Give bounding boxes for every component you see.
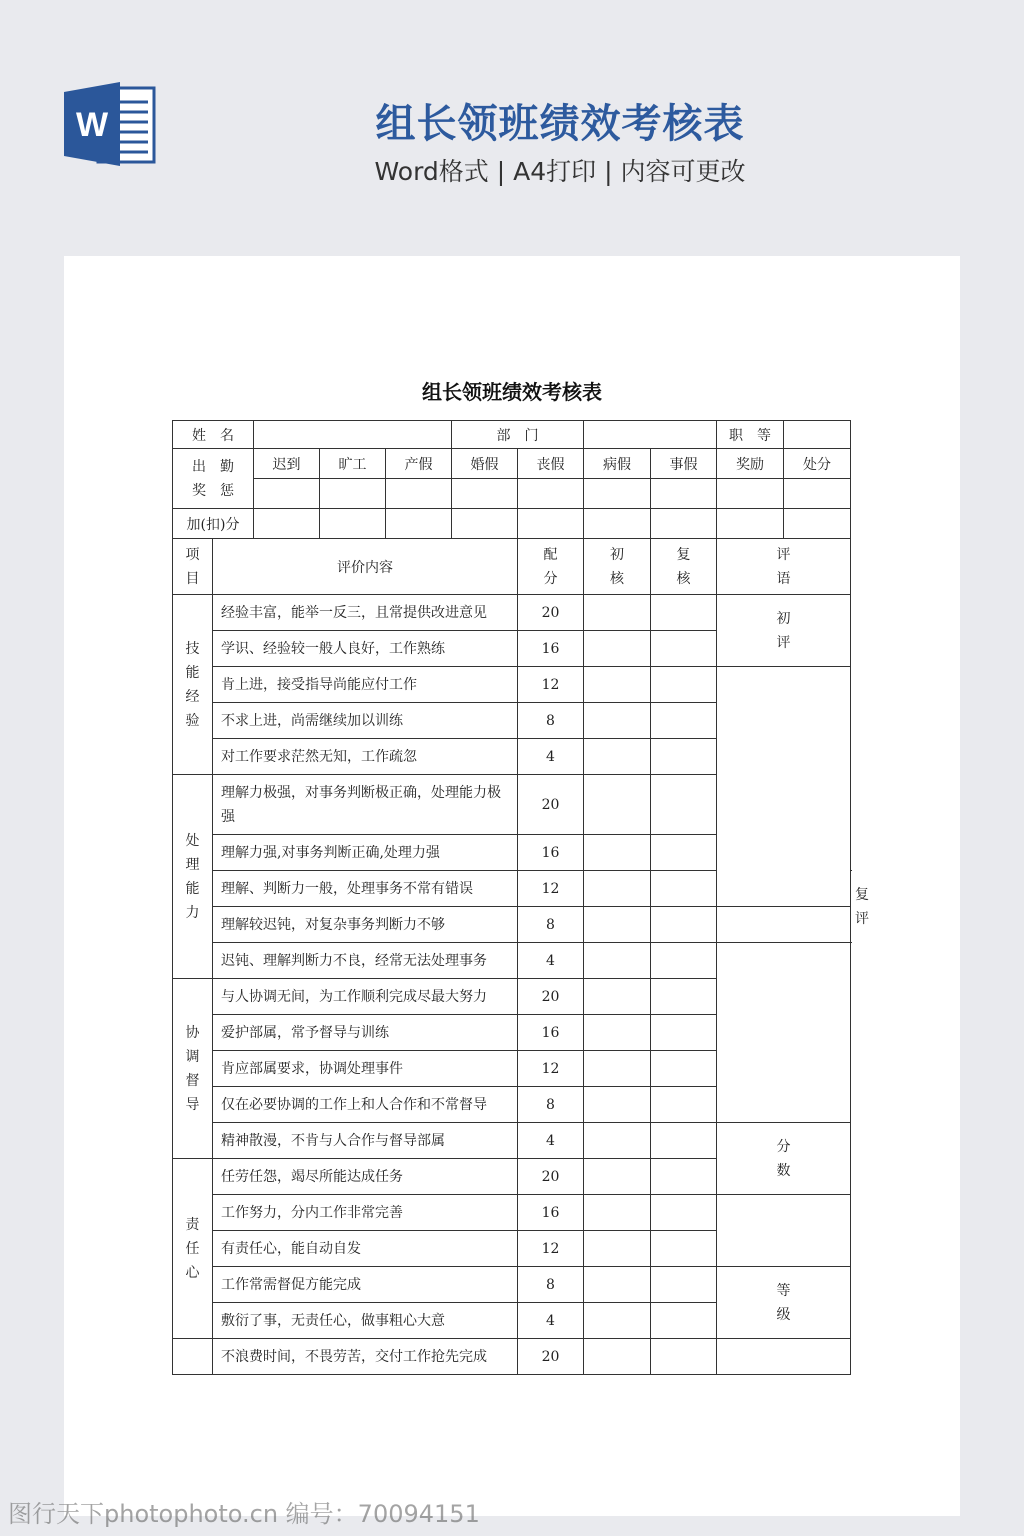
grade-label: 职 等	[717, 421, 784, 449]
criteria-text: 爱护部属，常予督导与训练	[213, 1015, 518, 1051]
attendance-label	[173, 449, 254, 509]
adjust-cell[interactable]	[584, 509, 651, 539]
criteria-text: 理解、判断力一般，处理事务不常有错误	[213, 871, 518, 907]
points-value: 12	[518, 871, 584, 907]
points-value: 12	[518, 1231, 584, 1267]
attendance-label-line1: 出 勤	[192, 458, 234, 475]
points-value: 8	[518, 1267, 584, 1303]
second-review-cell[interactable]	[651, 871, 717, 907]
word-logo-letter: W	[75, 106, 109, 144]
comment-first-label: 初 评	[717, 595, 851, 667]
col-penalty: 处分	[784, 449, 851, 479]
section-label: 处 理 能 力	[173, 775, 213, 979]
second-review-cell[interactable]	[651, 775, 717, 835]
attendance-cell[interactable]	[651, 479, 717, 509]
criteria-text: 工作常需督促方能完成	[213, 1267, 518, 1303]
evaluation-form-table: 姓 名 部 门 职 等 出 勤 奖 惩 迟到 旷工 产假 婚假 丧假 病假 事假 奖励 处分 加(扣)分 项 目 评价内容 配 分 初 核 复 核 评 语 技 能 经 验 经验丰富，能举一反三，且常提供改进意见 20 初 评 学识、经验较一般人良好，工作熟练 16 肯上进，接受指导尚能应付工作 12 不求上进，尚需继续加以训练 8 对工作要求茫然无知，工作疏忽 4 处 理 能 力 理解力极强，对事务判断极正确，处理能力极强 20 理解力强,对事务判断正确,处理力强 16 理解、判断力一般，处理事务不常有错误 12 复 评 理解较迟钝，对复杂事务判断力不够 8 迟钝、理解判断力不良，经常无法处理事务 4 协 调 督 导 与人协调无间，为工作顺利完成尽最大努力 20 爱护部属，常予督导与训练 16 肯应部属要求，协调处理事件 12 仅在必要协调的工作上和人合作和不常督导 8 精神散漫，不肯与人合作与督导部属 4 分 数 责 任 心 任劳任怨，竭尽所能达成任务 20 工作努力，分内工作非常完善 16 有责任心，能自动自发 12 工作常需督促方能完成 8 等 级 敷衍了事，无责任心，做事粗心大意 4 不浪费时间，不畏劳苦，交付工作抢先完成 20	[172, 420, 851, 1375]
attendance-cell[interactable]	[584, 479, 651, 509]
second-review-cell[interactable]	[651, 1123, 717, 1159]
document-page	[64, 256, 960, 1516]
points-value: 20	[518, 979, 584, 1015]
dept-label: 部 门	[452, 421, 584, 449]
adjust-label: 加(扣)分	[173, 509, 254, 539]
criteria-text: 精神散漫，不肯与人合作与督导部属	[213, 1123, 518, 1159]
banner-title: 组长领班绩效考核表	[375, 101, 745, 147]
points-header: 配 分	[518, 539, 584, 595]
criteria-text: 仅在必要协调的工作上和人合作和不常督导	[213, 1087, 518, 1123]
section-label: 协 调 督 导	[173, 979, 213, 1159]
first-review-cell[interactable]	[584, 1087, 651, 1123]
col-marriage: 婚假	[452, 449, 518, 479]
criteria-text: 与人协调无间，为工作顺利完成尽最大努力	[213, 979, 518, 1015]
criteria-text: 肯上进，接受指导尚能应付工作	[213, 667, 518, 703]
criteria-text: 工作努力，分内工作非常完善	[213, 1195, 518, 1231]
second-review-cell[interactable]	[651, 1087, 717, 1123]
criteria-text: 迟钝、理解判断力不良，经常无法处理事务	[213, 943, 518, 979]
comment-score-label: 分 数	[717, 1123, 851, 1195]
adjust-cell[interactable]	[386, 509, 452, 539]
first-review-cell[interactable]	[584, 979, 651, 1015]
criteria-text: 理解力强,对事务判断正确,处理力强	[213, 835, 518, 871]
grade-field[interactable]	[784, 421, 851, 449]
first-review-cell[interactable]	[584, 1015, 651, 1051]
attendance-cell[interactable]	[320, 479, 386, 509]
adjust-cell[interactable]	[717, 509, 784, 539]
dept-field[interactable]	[584, 421, 717, 449]
content-header: 评价内容	[213, 539, 518, 595]
criteria-text: 不浪费时间，不畏劳苦，交付工作抢先完成	[213, 1339, 518, 1375]
col-late: 迟到	[254, 449, 320, 479]
points-value: 8	[518, 703, 584, 739]
first-review-cell[interactable]	[584, 775, 651, 835]
second-review-cell[interactable]	[651, 979, 717, 1015]
col-maternity: 产假	[386, 449, 452, 479]
criteria-text: 不求上进，尚需继续加以训练	[213, 703, 518, 739]
points-value: 8	[518, 1087, 584, 1123]
document-title: 组长领班绩效考核表	[422, 380, 602, 404]
first-review-cell[interactable]	[584, 667, 651, 703]
banner-subtitle: Word格式 | A4打印 | 内容可更改	[374, 157, 746, 186]
comment-level-area[interactable]	[717, 1339, 851, 1375]
first-review-cell[interactable]	[584, 631, 651, 667]
points-value: 20	[518, 775, 584, 835]
points-value: 8	[518, 907, 584, 943]
points-value: 20	[518, 1339, 584, 1375]
section-label	[173, 1339, 213, 1375]
adjust-cell[interactable]	[452, 509, 518, 539]
criteria-text: 对工作要求茫然无知，工作疏忽	[213, 739, 518, 775]
second-review-cell[interactable]	[651, 1195, 717, 1231]
col-bereavement: 丧假	[518, 449, 584, 479]
attendance-cell[interactable]	[386, 479, 452, 509]
col-reward: 奖励	[717, 449, 784, 479]
first-review-cell[interactable]	[584, 1051, 651, 1087]
points-value: 20	[518, 1159, 584, 1195]
first-review-cell[interactable]	[584, 1159, 651, 1195]
criteria-text: 敷衍了事，无责任心，做事粗心大意	[213, 1303, 518, 1339]
second-review-cell[interactable]	[651, 1339, 717, 1375]
col-personal: 事假	[651, 449, 717, 479]
first-review-header: 初 核	[584, 539, 651, 595]
second-review-cell[interactable]	[651, 907, 717, 943]
points-value: 4	[518, 739, 584, 775]
second-review-cell[interactable]	[651, 1015, 717, 1051]
comment-first-area[interactable]	[717, 667, 851, 907]
attendance-cell[interactable]	[717, 479, 784, 509]
section-label: 责 任 心	[173, 1159, 213, 1339]
watermark: 图行天下photophoto.cn 编号：70094151	[8, 1500, 480, 1528]
first-review-cell[interactable]	[584, 1303, 651, 1339]
comment-second-area[interactable]	[717, 943, 851, 1123]
first-review-cell[interactable]	[584, 907, 651, 943]
adjust-cell[interactable]	[518, 509, 584, 539]
first-review-cell[interactable]	[584, 1339, 651, 1375]
comment-level-label: 等 级	[717, 1267, 851, 1339]
criteria-text: 有责任心，能自动自发	[213, 1231, 518, 1267]
points-value: 12	[518, 1051, 584, 1087]
col-absent: 旷工	[320, 449, 386, 479]
first-review-cell[interactable]	[584, 943, 651, 979]
criteria-text: 学识、经验较一般人良好，工作熟练	[213, 631, 518, 667]
criteria-text: 理解较迟钝，对复杂事务判断力不够	[213, 907, 518, 943]
points-value: 16	[518, 1195, 584, 1231]
criteria-text: 肯应部属要求，协调处理事件	[213, 1051, 518, 1087]
second-review-cell[interactable]	[651, 1267, 717, 1303]
criteria-text: 理解力极强，对事务判断极正确，处理能力极强	[213, 775, 518, 835]
first-review-cell[interactable]	[584, 1123, 651, 1159]
points-value: 16	[518, 1015, 584, 1051]
points-value: 4	[518, 1303, 584, 1339]
second-review-cell[interactable]	[651, 1303, 717, 1339]
second-review-header: 复 核	[651, 539, 717, 595]
second-review-cell[interactable]	[651, 667, 717, 703]
col-sick: 病假	[584, 449, 651, 479]
criteria-text: 任劳任怨，竭尽所能达成任务	[213, 1159, 518, 1195]
second-review-cell[interactable]	[651, 631, 717, 667]
item-header: 项 目	[173, 539, 213, 595]
points-value: 16	[518, 835, 584, 871]
second-review-cell[interactable]	[651, 703, 717, 739]
first-review-cell[interactable]	[584, 835, 651, 871]
section-label: 技 能 经 验	[173, 595, 213, 775]
name-label: 姓 名	[173, 421, 254, 449]
adjust-cell[interactable]	[254, 509, 320, 539]
attendance-cell[interactable]	[254, 479, 320, 509]
second-review-cell[interactable]	[651, 739, 717, 775]
points-value: 20	[518, 595, 584, 631]
word-document-icon	[64, 82, 156, 166]
comment-score-area[interactable]	[717, 1195, 851, 1267]
second-review-cell[interactable]	[651, 1159, 717, 1195]
adjust-cell[interactable]	[651, 509, 717, 539]
attendance-label-line2: 奖 惩	[192, 482, 234, 499]
comment-header: 评 语	[717, 539, 851, 595]
points-value: 4	[518, 943, 584, 979]
second-review-cell[interactable]	[651, 943, 717, 979]
attendance-cell[interactable]	[518, 479, 584, 509]
adjust-cell[interactable]	[320, 509, 386, 539]
second-review-cell[interactable]	[651, 1051, 717, 1087]
points-value: 16	[518, 631, 584, 667]
first-review-cell[interactable]	[584, 703, 651, 739]
first-review-cell[interactable]	[584, 739, 651, 775]
attendance-cell[interactable]	[452, 479, 518, 509]
first-review-cell[interactable]	[584, 1195, 651, 1231]
second-review-cell[interactable]	[651, 595, 717, 631]
attendance-cell[interactable]	[784, 479, 851, 509]
adjust-cell[interactable]	[784, 509, 851, 539]
second-review-cell[interactable]	[651, 1231, 717, 1267]
points-value: 12	[518, 667, 584, 703]
second-review-cell[interactable]	[651, 835, 717, 871]
first-review-cell[interactable]	[584, 1231, 651, 1267]
first-review-cell[interactable]	[584, 595, 651, 631]
first-review-cell[interactable]	[584, 1267, 651, 1303]
name-field[interactable]	[254, 421, 452, 449]
first-review-cell[interactable]	[584, 871, 651, 907]
criteria-text: 经验丰富，能举一反三，且常提供改进意见	[213, 595, 518, 631]
points-value: 4	[518, 1123, 584, 1159]
